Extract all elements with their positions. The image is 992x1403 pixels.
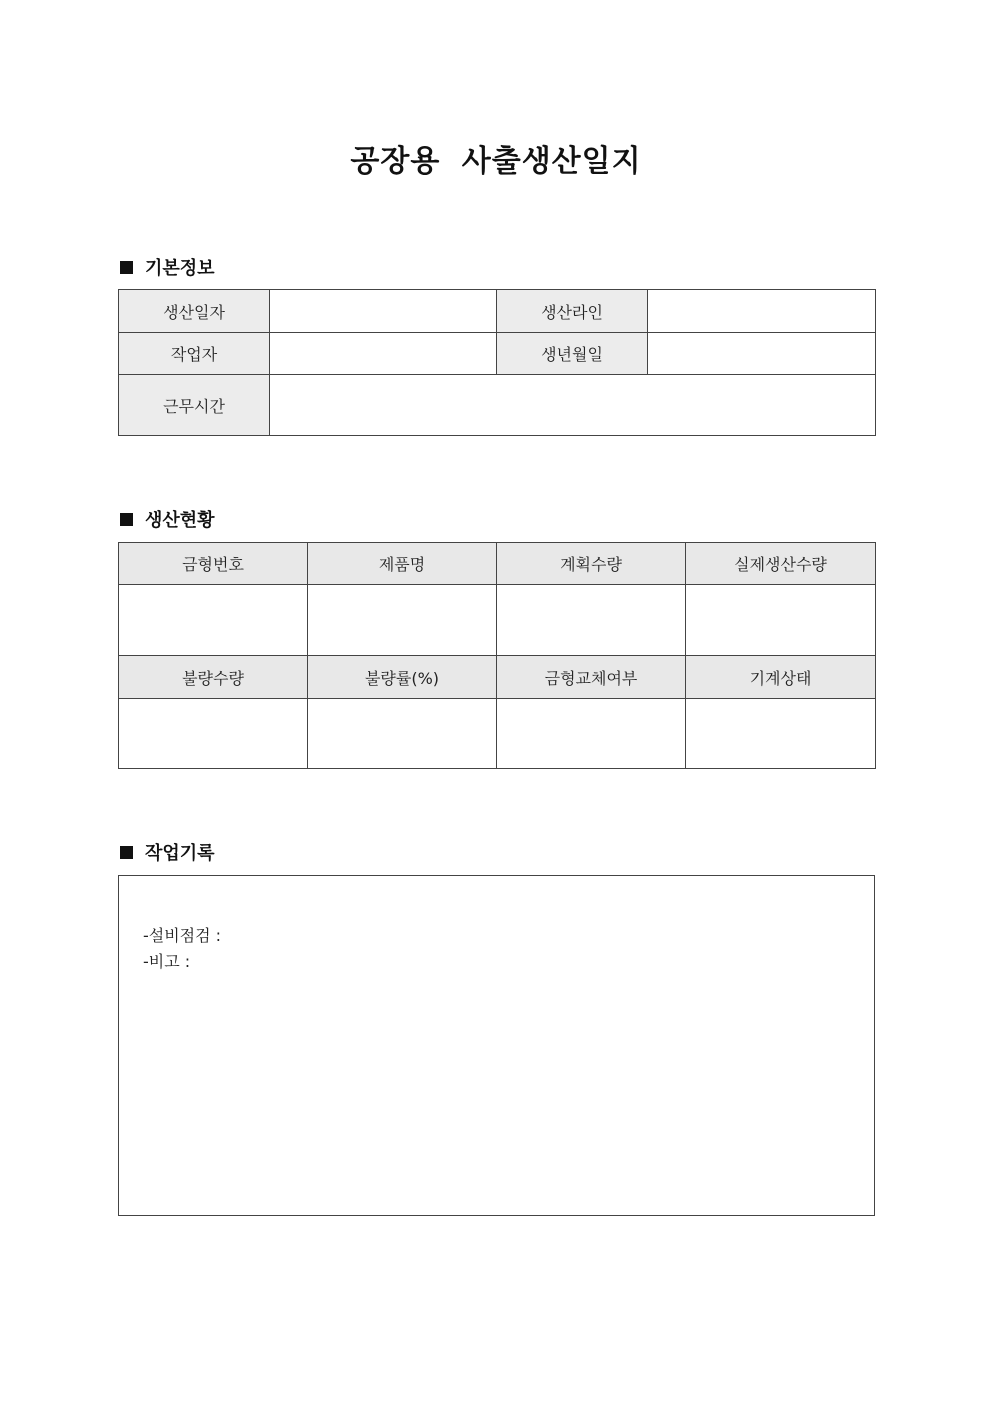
section-heading-work-record (120, 839, 215, 865)
table-row (119, 375, 876, 436)
mold-change-header: 금형교체여부 (497, 656, 686, 699)
product-name-field[interactable] (308, 585, 497, 656)
section-heading-label: 작업기록 (145, 843, 215, 864)
defect-rate-header: 불량률(%) (308, 656, 497, 699)
table-header-row (119, 543, 876, 585)
planned-quantity-header: 계획수량 (497, 543, 686, 585)
section-heading-label: 기본정보 (145, 258, 215, 279)
work-hours-label: 근무시간 (119, 375, 270, 436)
production-date-label: 생산일자 (119, 290, 270, 333)
defect-rate-field[interactable] (308, 699, 497, 769)
machine-status-header: 기계상태 (686, 656, 876, 699)
remarks-line: -비고 : (143, 952, 191, 971)
defect-quantity-header: 불량수량 (119, 656, 308, 699)
black-square-icon (120, 261, 133, 274)
defect-quantity-field[interactable] (119, 699, 308, 769)
actual-quantity-field[interactable] (686, 585, 876, 656)
section-heading-production-status (120, 506, 215, 532)
worker-label: 작업자 (119, 333, 270, 375)
birth-date-field[interactable] (648, 333, 876, 375)
mold-change-field[interactable] (497, 699, 686, 769)
mold-number-field[interactable] (119, 585, 308, 656)
work-hours-field[interactable] (270, 375, 876, 436)
work-record-box[interactable] (118, 875, 875, 1216)
production-status-table (118, 542, 876, 769)
table-row (119, 333, 876, 375)
section-heading-basic-info (120, 254, 215, 280)
birth-date-label: 생년월일 (497, 333, 648, 375)
table-row (119, 585, 876, 656)
table-row (119, 290, 876, 333)
worker-field[interactable] (270, 333, 497, 375)
black-square-icon (120, 513, 133, 526)
document-title: 공장용 사출생산일지 (350, 144, 642, 179)
table-row (119, 699, 876, 769)
mold-number-header: 금형번호 (119, 543, 308, 585)
production-date-field[interactable] (270, 290, 497, 333)
production-line-field[interactable] (648, 290, 876, 333)
equipment-check-line: -설비점검 : (143, 926, 222, 945)
actual-quantity-header: 실제생산수량 (686, 543, 876, 585)
basic-info-table (118, 289, 876, 436)
black-square-icon (120, 846, 133, 859)
section-heading-label: 생산현황 (145, 510, 215, 531)
table-header-row (119, 656, 876, 699)
machine-status-field[interactable] (686, 699, 876, 769)
production-line-label: 생산라인 (497, 290, 648, 333)
planned-quantity-field[interactable] (497, 585, 686, 656)
product-name-header: 제품명 (308, 543, 497, 585)
